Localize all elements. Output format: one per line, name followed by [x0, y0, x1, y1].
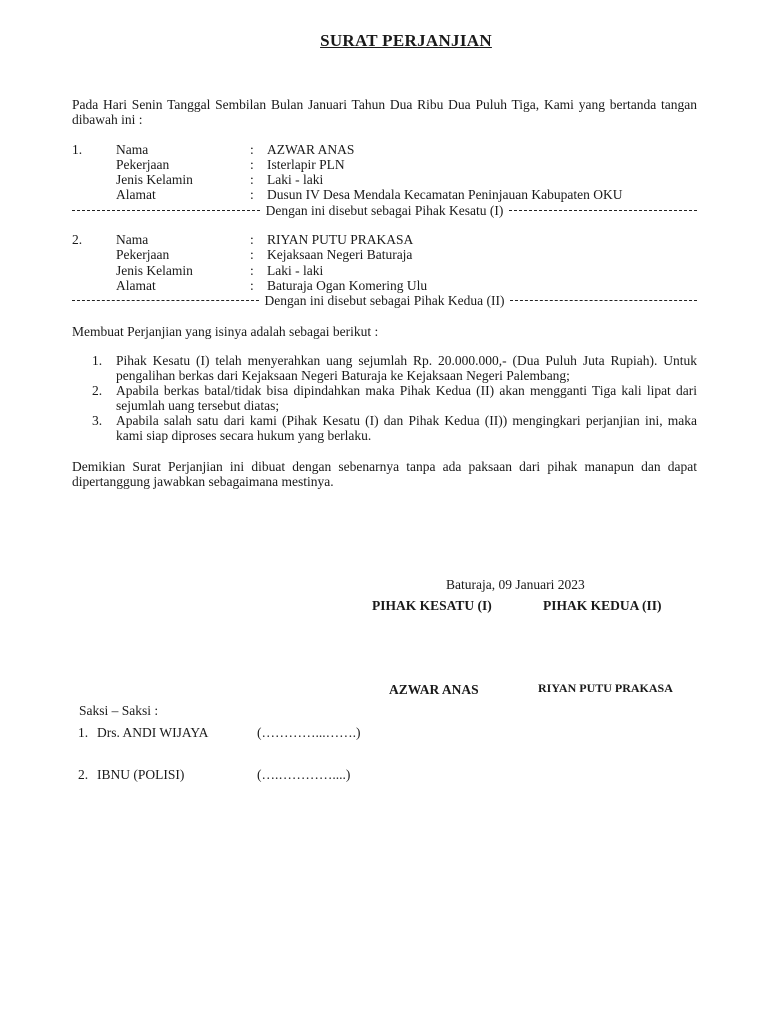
dashed-line [72, 210, 260, 211]
clause-item [92, 383, 697, 413]
party2-role-separator [72, 293, 697, 308]
witness-number: 2. [78, 767, 89, 782]
party2-number: 2. [72, 232, 83, 247]
colon: : [250, 263, 254, 278]
clause-number: 3. [92, 413, 103, 428]
clause-text: Apabila salah satu dari kami (Pihak Kesatu (I) dan Pihak Kedua (II)) mengingkari perjanjian ini, maka kami siap diproses secara hukum yang berlaku. [116, 413, 697, 443]
party1-role-text: Dengan ini disebut sebagai Pihak Kesatu (I) [265, 202, 504, 218]
colon: : [250, 247, 254, 262]
clause-number: 2. [92, 383, 103, 398]
party1-value-job: Isterlapir PLN [267, 157, 345, 172]
witness-signature-line: (…………...…….) [257, 725, 361, 740]
party1-label-address: Alamat [116, 187, 156, 202]
clause-text: Pihak Kesatu (I) telah menyerahkan uang sejumlah Rp. 20.000.000,- (Dua Puluh Juta Rupiah). Untuk pengalihan berkas dari Kejaksaan Negeri Baturaja ke Kejaksaan Negeri Palembang; [116, 353, 697, 383]
signature-name-party1: AZWAR ANAS [389, 682, 479, 697]
clause-item [92, 353, 697, 383]
clause-list [92, 353, 697, 443]
party2-value-gender: Laki - laki [267, 263, 324, 278]
party2-label-name: Nama [116, 232, 149, 247]
party2-value-name: RIYAN PUTU PRAKASA [267, 232, 414, 247]
colon: : [250, 187, 254, 202]
party1-label-name: Nama [116, 142, 149, 157]
party1-label-job: Pekerjaan [116, 157, 170, 172]
colon: : [250, 157, 254, 172]
clause-item [92, 413, 697, 443]
signature-heading-party1: PIHAK KESATU (I) [372, 598, 492, 613]
party2-label-job: Pekerjaan [116, 247, 170, 262]
party1-value-name: AZWAR ANAS [267, 142, 355, 157]
clause-text: Apabila berkas batal/tidak bisa dipindahkan maka Pihak Kedua (II) akan mengganti Tiga kali lipat dari sejumlah uang tersebut diatas; [116, 383, 697, 413]
clause-number: 1. [92, 353, 103, 368]
colon: : [250, 142, 254, 157]
witness-signature-line: (….…………....) [257, 767, 351, 782]
signature-name-party2: RIYAN PUTU PRAKASA [538, 681, 673, 695]
party1-role-separator [72, 203, 697, 218]
party2-label-address: Alamat [116, 278, 156, 293]
witness-heading: Saksi – Saksi : [79, 703, 159, 718]
colon: : [250, 172, 254, 187]
party2-role-text: Dengan ini disebut sebagai Pihak Kedua (II) [264, 292, 505, 308]
dashed-line [72, 300, 259, 301]
intro-paragraph: Pada Hari Senin Tanggal Sembilan Bulan Januari Tahun Dua Ribu Dua Puluh Tiga, Kami yang bertanda tangan dibawah ini : [72, 97, 697, 127]
colon: : [250, 278, 254, 293]
party2-value-job: Kejaksaan Negeri Baturaja [267, 247, 413, 262]
party1-value-gender: Laki - laki [267, 172, 324, 187]
party2-value-address: Baturaja Ogan Komering Ulu [267, 278, 428, 293]
witness-name: Drs. ANDI WIJAYA [97, 725, 209, 740]
party1-value-address: Dusun IV Desa Mendala Kecamatan Peninjauan Kabupaten OKU [267, 187, 623, 202]
colon: : [250, 232, 254, 247]
signature-heading-party2: PIHAK KEDUA (II) [543, 598, 662, 613]
party1-number: 1. [72, 142, 83, 157]
witness-number: 1. [78, 725, 89, 740]
party2-label-gender: Jenis Kelamin [116, 263, 193, 278]
agreement-intro: Membuat Perjanjian yang isinya adalah sebagai berikut : [72, 324, 379, 339]
dashed-line [510, 300, 697, 301]
place-date: Baturaja, 09 Januari 2023 [446, 577, 585, 592]
dashed-line [509, 210, 697, 211]
witness-name: IBNU (POLISI) [97, 767, 185, 782]
party1-label-gender: Jenis Kelamin [116, 172, 193, 187]
closing-paragraph: Demikian Surat Perjanjian ini dibuat dengan sebenarnya tanpa ada paksaan dari pihak manapun dan dapat dipertanggung jawabkan sebagaimana mestinya. [72, 459, 697, 489]
document-title: SURAT PERJANJIAN [320, 31, 492, 50]
